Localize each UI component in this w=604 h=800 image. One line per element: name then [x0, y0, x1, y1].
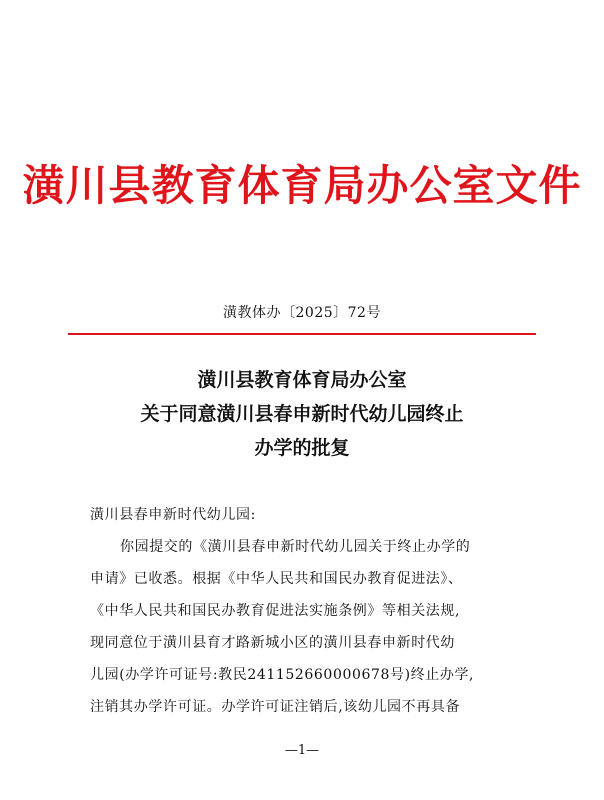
body-line-2: 申请》已收悉。根据《中华人民共和国民办教育促进法》、 [90, 571, 463, 587]
subject-line-3: 办学的批复 [254, 437, 350, 459]
body-line-3: 《中华人民共和国民办教育促进法实施条例》等相关法规, [90, 603, 461, 619]
subject-line-1: 潢川县教育体育局办公室 [197, 369, 407, 391]
body-line-1: 你园提交的《潢川县春申新时代幼儿园关于终止办学的 [120, 539, 471, 555]
document-header-title: 潢川县教育体育局办公室文件 [22, 161, 582, 210]
body-line-4: 现同意位于潢川县育才路新城小区的潢川县春申新时代幼 [90, 635, 455, 651]
body-line-5: 儿园(办学许可证号:教民241152660000678号)终止办学, [90, 667, 475, 683]
body-line-6: 注销其办学许可证。办学许可证注销后,该幼儿园不再具备 [90, 699, 461, 715]
page-number: —1— [284, 743, 320, 758]
subject-line-2: 关于同意潢川县春申新时代幼儿园终止 [140, 403, 464, 425]
document-subject [0, 363, 604, 465]
addressee: 潢川县春申新时代幼儿园: [90, 507, 256, 523]
document-number: 潢教体办〔2025〕72号 [223, 305, 381, 321]
header-red-rule [68, 333, 536, 335]
document-body [90, 499, 530, 723]
